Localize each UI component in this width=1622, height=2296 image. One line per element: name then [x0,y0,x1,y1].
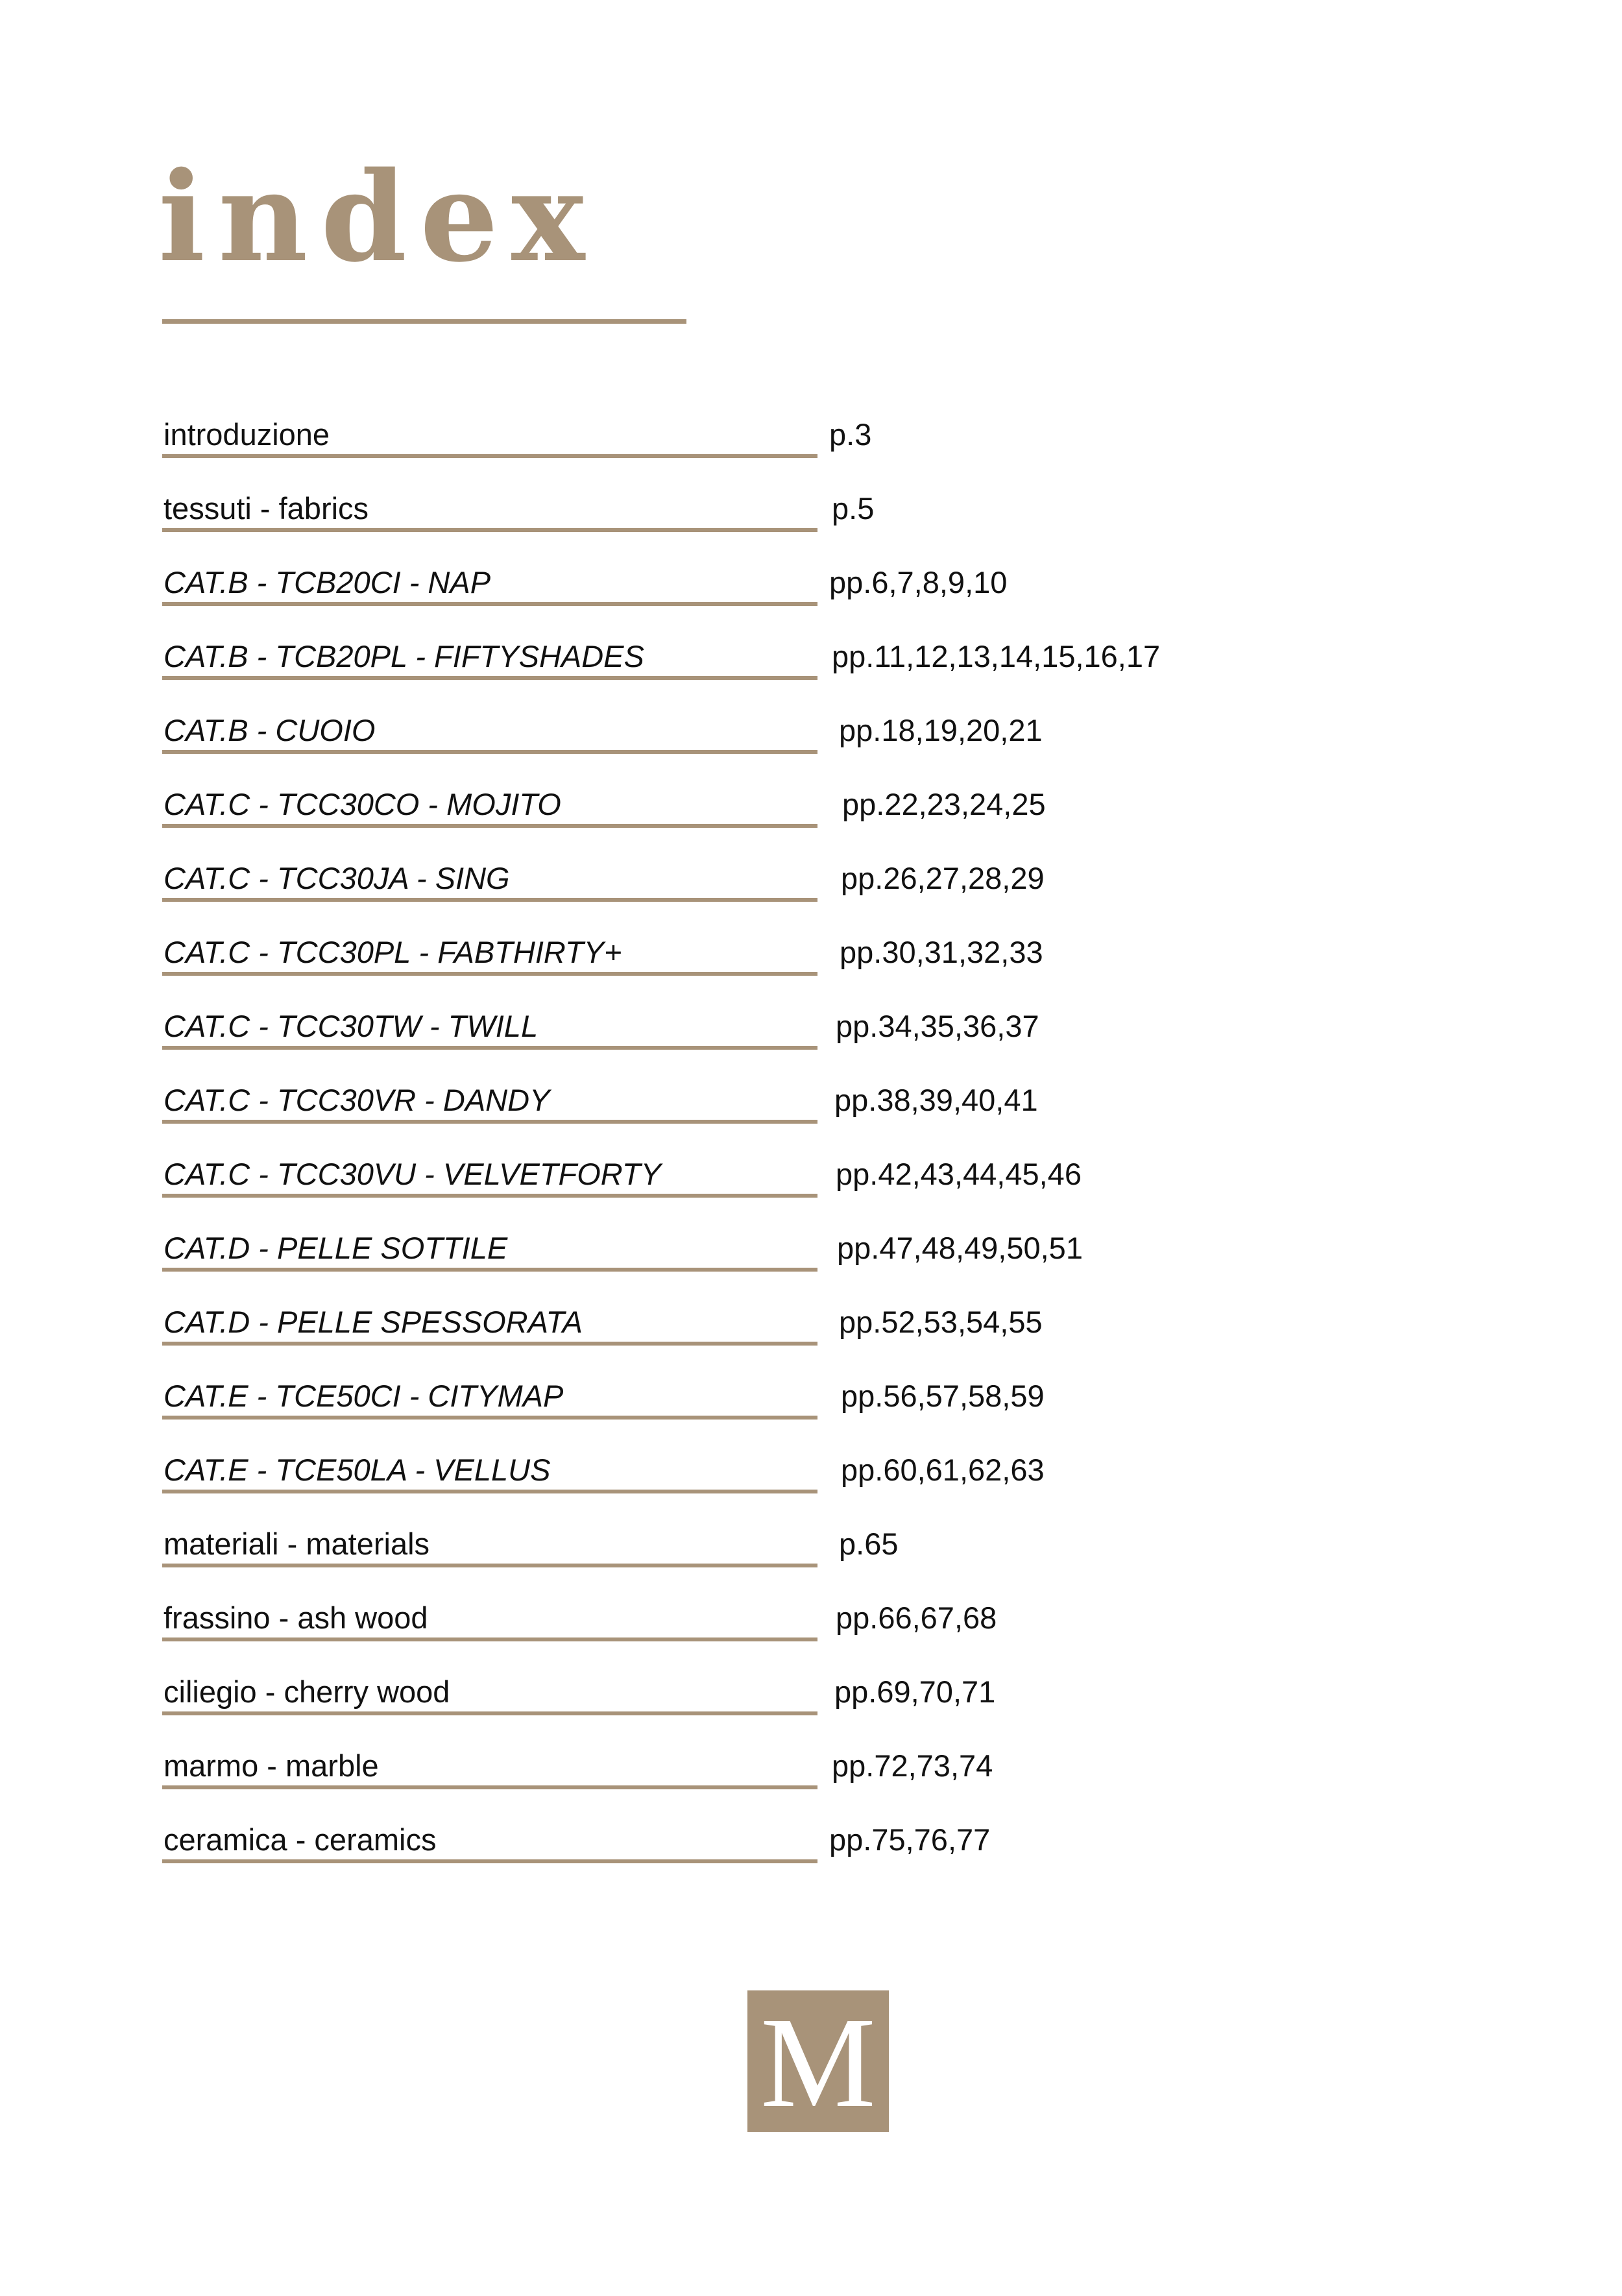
toc-entry-label: CAT.C - TCC30CO - MOJITO [163,787,561,821]
toc-entry-label: CAT.B - TCB20CI - NAP [163,565,491,599]
toc-entry-underline [162,972,817,976]
toc-entry-label: CAT.D - PELLE SPESSORATA [163,1305,583,1339]
toc-entry-pages: pp.47,48,49,50,51 [837,1231,1083,1265]
toc-entry [0,785,1622,859]
toc-entry-underline [162,1268,817,1272]
toc-entry-underline [162,528,817,532]
toc-entry-underline [162,824,817,828]
toc-entry [0,1229,1622,1303]
toc-entry [0,1081,1622,1155]
toc-entry-underline [162,602,817,606]
toc-entry-underline [162,1046,817,1050]
toc-entry [0,415,1622,489]
toc-entry-pages: p.5 [832,491,875,526]
toc-entry-label: CAT.B - TCB20PL - FIFTYSHADES [163,639,644,673]
toc-entry [0,489,1622,563]
toc-entry [0,1451,1622,1525]
toc-entry-pages: pp.30,31,32,33 [840,935,1043,969]
toc-entry-label: CAT.E - TCE50CI - CITYMAP [163,1379,564,1413]
toc-entry [0,1525,1622,1599]
toc-entry [0,1599,1622,1673]
toc-entry-label: CAT.C - TCC30PL - FABTHIRTY+ [163,935,622,969]
toc-entry-underline [162,454,817,458]
page-title: index [158,145,598,289]
logo-letter: M [760,1991,876,2134]
toc-entry [0,859,1622,933]
toc-entry-label: CAT.E - TCE50LA - VELLUS [163,1453,551,1487]
toc-entry-pages: pp.69,70,71 [834,1674,996,1709]
toc-entry-pages: pp.34,35,36,37 [836,1009,1039,1043]
toc-entry [0,1007,1622,1081]
toc-entry-label: frassino - ash wood [163,1601,428,1635]
toc-entry-underline [162,898,817,902]
toc-entry-pages: pp.6,7,8,9,10 [829,565,1008,599]
toc-entry [0,1303,1622,1377]
toc-entry [0,637,1622,711]
toc-entry-pages: pp.26,27,28,29 [841,861,1045,895]
toc-entry-label: introduzione [163,417,330,452]
toc-entry-underline [162,1711,817,1715]
toc-entry-underline [162,1859,817,1863]
toc-entry-label: CAT.B - CUOIO [163,713,376,747]
toc-entry-underline [162,1342,817,1346]
toc-entry-label: CAT.C - TCC30VU - VELVETFORTY [163,1157,661,1191]
toc-entry-pages: p.3 [829,417,872,452]
toc-entry [0,711,1622,785]
toc-entry-pages: pp.52,53,54,55 [839,1305,1043,1339]
toc-entry-pages: pp.18,19,20,21 [839,713,1043,747]
toc-entry-underline [162,1564,817,1567]
toc-entry-pages: pp.60,61,62,63 [841,1453,1045,1487]
toc-entry [0,563,1622,637]
toc-entry-underline [162,1490,817,1493]
toc-entry-label: ceramica - ceramics [163,1822,437,1857]
toc-entry [0,1673,1622,1746]
toc-entry-underline [162,1194,817,1198]
toc-entry-label: ciliegio - cherry wood [163,1674,450,1709]
toc-entry-underline [162,1785,817,1789]
toc-entry-pages: pp.38,39,40,41 [834,1083,1038,1117]
toc-entry [0,1820,1622,1894]
toc-entry-pages: pp.11,12,13,14,15,16,17 [832,639,1161,673]
toc-entry-label: CAT.D - PELLE SOTTILE [163,1231,508,1265]
toc-entry [0,1155,1622,1229]
toc-entry-pages: pp.42,43,44,45,46 [836,1157,1082,1191]
toc-entry-underline [162,1120,817,1124]
toc-entry-label: CAT.C - TCC30TW - TWILL [163,1009,539,1043]
toc-entry-pages: p.65 [839,1527,899,1561]
toc-entry [0,1377,1622,1451]
toc-entry-label: materiali - materials [163,1527,430,1561]
toc-entry-underline [162,1416,817,1420]
toc-entry-pages: pp.66,67,68 [836,1601,997,1635]
brand-logo [747,1990,889,2132]
toc-entry-pages: pp.22,23,24,25 [842,787,1046,821]
toc-entry-label: tessuti - fabrics [163,491,369,526]
toc-entry-label: CAT.C - TCC30JA - SING [163,861,510,895]
toc-entry [0,1746,1622,1820]
toc-entry-underline [162,1637,817,1641]
toc-entry-underline [162,750,817,754]
toc-entry-pages: pp.75,76,77 [829,1822,991,1857]
toc-entry-pages: pp.72,73,74 [832,1748,993,1783]
toc-entry-label: marmo - marble [163,1748,379,1783]
toc-entry-underline [162,676,817,680]
toc-entry-label: CAT.C - TCC30VR - DANDY [163,1083,550,1117]
toc-entry [0,933,1622,1007]
toc-entry-pages: pp.56,57,58,59 [841,1379,1045,1413]
